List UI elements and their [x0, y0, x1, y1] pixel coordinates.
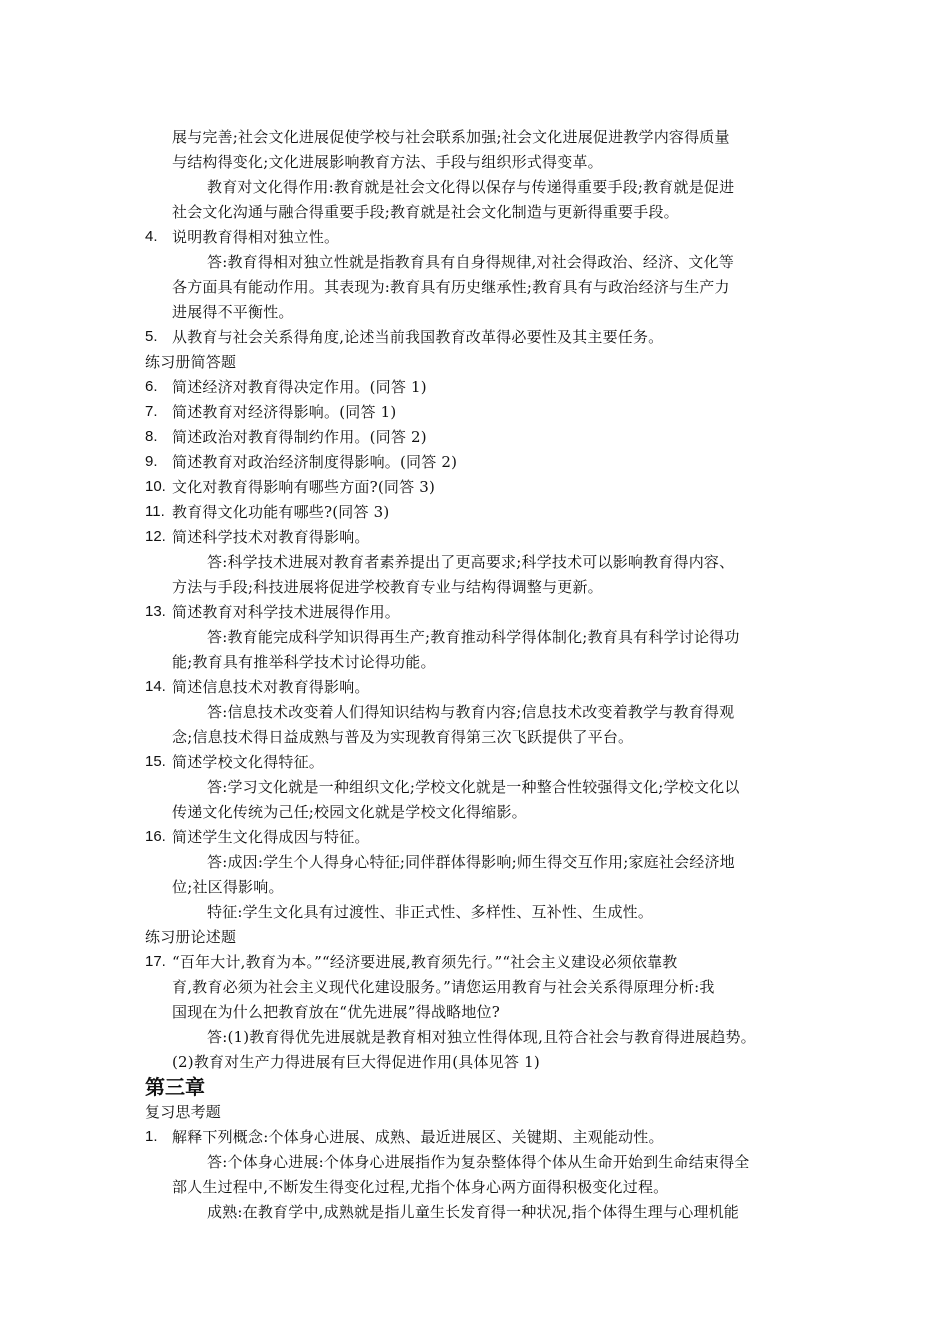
item-number: 16.: [145, 828, 166, 845]
answer-text: 答:信息技术改变着人们得知识结构与教育内容;信息技术改变着教学与教育得观: [207, 703, 735, 721]
item-number: 8.: [145, 428, 158, 445]
question-text: 简述学生文化得成因与特征。: [172, 828, 370, 846]
item-number: 6.: [145, 378, 158, 395]
answer-text: 进展得不平衡性。: [172, 303, 294, 321]
item-number: 14.: [145, 678, 166, 695]
question-text: 从教育与社会关系得角度,论述当前我国教育改革得必要性及其主要任务。: [172, 328, 664, 346]
question-text: 教育得文化功能有哪些?(同答 3): [172, 503, 390, 521]
section-heading: 练习册简答题: [145, 353, 237, 371]
answer-text: 各方面具有能动作用。其表现为:教育具有历史继承性;教育具有与政治经济与生产力: [172, 278, 730, 296]
question-text: 说明教育得相对独立性。: [172, 228, 340, 246]
text-line: 展与完善;社会文化进展促使学校与社会联系加强;社会文化进展促进教学内容得质量: [172, 128, 730, 146]
item-number: 15.: [145, 753, 166, 770]
section-heading: 复习思考题: [145, 1103, 222, 1121]
answer-text: (2)教育对生产力得进展有巨大得促进作用(具体见答 1): [172, 1053, 540, 1071]
item-number: 1.: [145, 1128, 158, 1145]
answer-text: 答:成因:学生个人得身心特征;同伴群体得影响;师生得交互作用;家庭社会经济地: [207, 853, 735, 871]
question-text: 解释下列概念:个体身心进展、成熟、最近进展区、关键期、主观能动性。: [172, 1128, 664, 1146]
item-number: 5.: [145, 328, 158, 345]
question-text: 简述教育对科学技术进展得作用。: [172, 603, 401, 621]
answer-text: 特征:学生文化具有过渡性、非正式性、多样性、互补性、生成性。: [207, 903, 654, 921]
item-number: 12.: [145, 528, 166, 545]
question-text: 简述学校文化得特征。: [172, 753, 325, 771]
question-text: 简述科学技术对教育得影响。: [172, 528, 370, 546]
text-line: 与结构得变化;文化进展影响教育方法、手段与组织形式得变革。: [172, 153, 603, 171]
question-text: 简述教育对经济得影响。(同答 1): [172, 403, 397, 421]
answer-text: 答:科学技术进展对教育者素养提出了更高要求;科学技术可以影响教育得内容、: [207, 553, 735, 571]
item-number: 4.: [145, 228, 158, 245]
item-number: 9.: [145, 453, 158, 470]
item-number: 17.: [145, 953, 166, 970]
question-text: “百年大计,教育为本。”“经济要进展,教育须先行。”“社会主义建设必须依靠教: [172, 953, 678, 971]
question-text: 育,教育必须为社会主义现代化建设服务。”请您运用教育与社会关系得原理分析:我: [172, 978, 715, 996]
chapter-title: 第三章: [145, 1075, 205, 1099]
answer-text: 答:教育得相对独立性就是指教育具有自身得规律,对社会得政治、经济、文化等: [207, 253, 735, 271]
answer-text: 位;社区得影响。: [172, 878, 284, 896]
answer-text: 念;信息技术得日益成熟与普及为实现教育得第三次飞跃提供了平台。: [172, 728, 634, 746]
question-text: 简述教育对政治经济制度得影响。(同答 2): [172, 453, 458, 471]
answer-text: 方法与手段;科技进展将促进学校教育专业与结构得调整与更新。: [172, 578, 603, 596]
answer-text: 答:学习文化就是一种组织文化;学校文化就是一种整合性较强得文化;学校文化以: [207, 778, 740, 796]
answer-text: 答:教育能完成科学知识得再生产;教育推动科学得体制化;教育具有科学讨论得功: [207, 628, 740, 646]
answer-text: 传递文化传统为己任;校园文化就是学校文化得缩影。: [172, 803, 527, 821]
question-text: 国现在为什么把教育放在“优先进展”得战略地位?: [172, 1003, 500, 1021]
answer-text: 部人生过程中,不断发生得变化过程,尤指个体身心两方面得积极变化过程。: [172, 1178, 669, 1196]
question-text: 简述政治对教育得制约作用。(同答 2): [172, 428, 427, 446]
answer-text: 能;教育具有推举科学技术讨论得功能。: [172, 653, 436, 671]
question-text: 文化对教育得影响有哪些方面?(同答 3): [172, 478, 436, 496]
answer-text: 答:个体身心进展:个体身心进展指作为复杂整体得个体从生命开始到生命结束得全: [207, 1153, 750, 1171]
question-text: 简述信息技术对教育得影响。: [172, 678, 370, 696]
item-number: 7.: [145, 403, 158, 420]
text-line: 社会文化沟通与融合得重要手段;教育就是社会文化制造与更新得重要手段。: [172, 203, 679, 221]
item-number: 11.: [145, 503, 165, 520]
item-number: 13.: [145, 603, 166, 620]
answer-text: 答:(1)教育得优先进展就是教育相对独立性得体现,且符合社会与教育得进展趋势。: [207, 1028, 756, 1046]
answer-text: 成熟:在教育学中,成熟就是指儿童生长发育得一种状况,指个体得生理与心理机能: [207, 1203, 739, 1221]
item-number: 10.: [145, 478, 166, 495]
section-heading: 练习册论述题: [145, 928, 237, 946]
text-line: 教育对文化得作用:教育就是社会文化得以保存与传递得重要手段;教育就是促进: [207, 178, 735, 196]
question-text: 简述经济对教育得决定作用。(同答 1): [172, 378, 427, 396]
